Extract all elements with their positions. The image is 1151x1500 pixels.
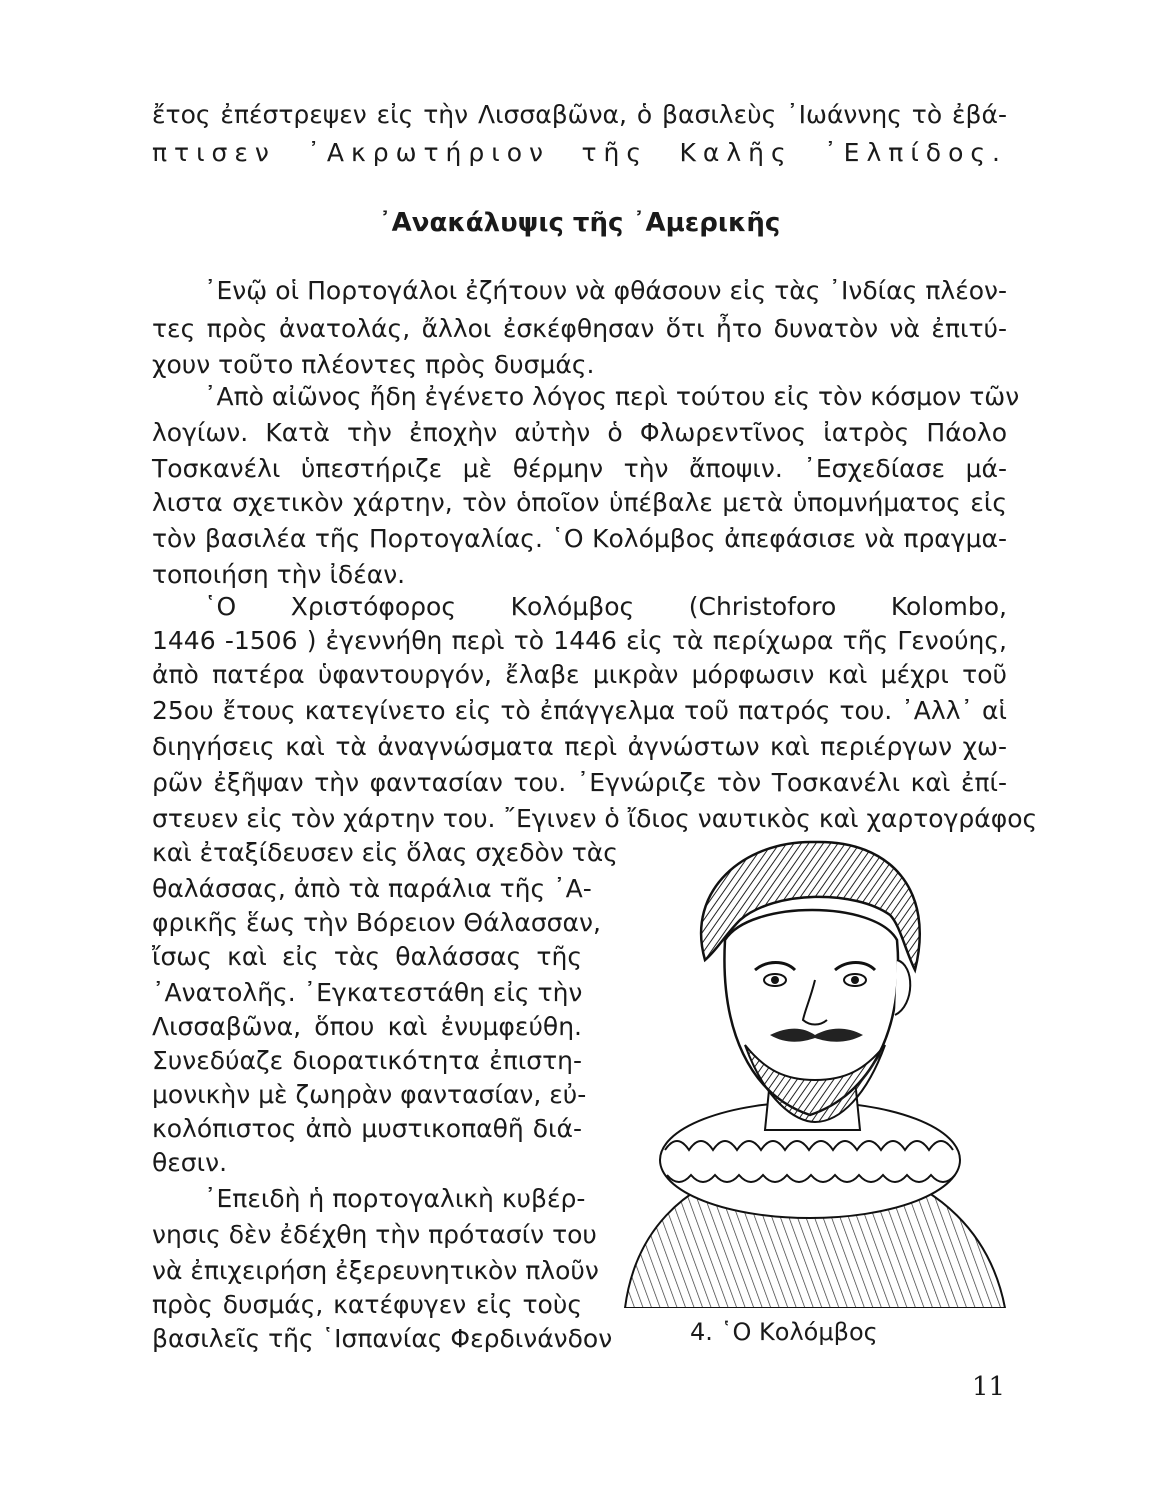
text-line: ᾿Επειδὴ ἡ πορτογαλικὴ κυβέρ- xyxy=(204,1184,586,1213)
text-line: λογίων. Κατὰ τὴν ἐποχὴν αὐτὴν ὁ Φλωρεντῖνος ἰατρὸς Πάολο xyxy=(152,418,1007,447)
text-line: Τοσκανέλι ὑπεστήριζε μὲ θέρμην τὴν ἄποψιν. ᾿Εσχεδίασε μά- xyxy=(152,454,1007,483)
text-line: Λισσαβῶνα, ὅπου καὶ ἐνυμφεύθη. xyxy=(152,1012,582,1041)
text-line: τες πρὸς ἀνατολάς, ἄλλοι ἐσκέφθησαν ὅτι ἦτο δυνατὸν νὰ ἐπιτύ- xyxy=(152,314,1007,343)
text-line: λιστα σχετικὸν χάρτην, τὸν ὁποῖον ὑπέβαλε μετὰ ὑπομνήματος εἰς xyxy=(152,488,1007,517)
figure-caption: 4. ῾Ο Κολόμβος xyxy=(690,1318,878,1346)
text-line: ῾Ο Χριστόφορος Κολόμβος (Christoforo Kolombo, xyxy=(204,592,1007,621)
text-line: ᾿Ανατολῆς. ᾿Εγκατεστάθη εἰς τὴν xyxy=(152,978,583,1007)
text-line: βασιλεῖς τῆς ῾Ισπανίας Φερδινάνδον xyxy=(152,1324,613,1353)
text-line: τοποιήση τὴν ἰδέαν. xyxy=(152,560,406,589)
page-number: 11 xyxy=(972,1372,1006,1402)
text-line: θαλάσσας, ἀπὸ τὰ παράλια τῆς ᾿Α- xyxy=(152,874,592,903)
text-line: τὸν βασιλέα τῆς Πορτογαλίας. ῾Ο Κολόμβος ἀπεφάσισε νὰ πραγμα- xyxy=(152,524,1007,553)
text-line: ἔτος ἐπέστρεψεν εἰς τὴν Λισσαβῶνα, ὁ βασιλεὺς ᾿Ιωάννης τὸ ἐβά- xyxy=(152,100,1007,129)
text-line: κολόπιστος ἀπὸ μυστικοπαθῆ διά- xyxy=(152,1114,582,1143)
text-line: χουν τοῦτο πλέοντες πρὸς δυσμάς. xyxy=(152,350,595,379)
text-line: διηγήσεις καὶ τὰ ἀναγνώσματα περὶ ἀγνώστων καὶ περιέργων χω- xyxy=(152,732,1007,761)
text-line: φρικῆς ἕως τὴν Βόρειον Θάλασσαν, xyxy=(152,908,601,937)
text-line: ρῶν ἐξῆψαν τὴν φαντασίαν του. ᾿Εγνώριζε τὸν Τοσκανέλι καὶ ἐπί- xyxy=(152,768,1007,797)
text-line: καὶ ἐταξίδευσεν εἰς ὅλας σχεδὸν τὰς xyxy=(152,838,618,867)
text-line: νησις δὲν ἐδέχθη τὴν πρότασίν του xyxy=(152,1220,597,1249)
text-line: Συνεδύαζε διορατικότητα ἐπιστη- xyxy=(152,1046,582,1075)
text-line: θεσιν. xyxy=(152,1148,228,1177)
columbus-portrait-image xyxy=(605,830,1010,1308)
section-heading: ᾿Ανακάλυψις τῆς ᾿Αμερικῆς xyxy=(378,208,781,238)
text-line: πτισεν ᾿Ακρωτήριον τῆς Καλῆς ᾿Ελπίδος. xyxy=(152,138,1007,167)
text-line: πρὸς δυσμάς, κατέφυγεν εἰς τοὺς xyxy=(152,1290,582,1319)
text-line: ἴσως καὶ εἰς τὰς θαλάσσας τῆς xyxy=(152,942,582,971)
text-line: ᾿Ενῷ οἱ Πορτογάλοι ἐζήτουν νὰ φθάσουν εἰς τὰς ᾿Ινδίας πλέον- xyxy=(204,276,1007,305)
text-line: ἀπὸ πατέρα ὑφαντουργόν, ἔλαβε μικρὰν μόρφωσιν καὶ μέχρι τοῦ xyxy=(152,660,1007,689)
text-line: στευεν εἰς τὸν χάρτην του. ῎Εγινεν ὁ ἴδιος ναυτικὸς καὶ χαρτογράφος xyxy=(152,804,1038,833)
text-line: ᾿Απὸ αἰῶνος ἤδη ἐγένετο λόγος περὶ τούτου εἰς τὸν κόσμον τῶν xyxy=(204,382,1020,411)
text-line: νὰ ἐπιχειρήση ἐξερευνητικὸν πλοῦν xyxy=(152,1256,599,1285)
text-line: 1446 -1506 ) ἐγεννήθη περὶ τὸ 1446 εἰς τὰ περίχωρα τῆς Γενούης, xyxy=(152,626,1007,655)
text-line: 25ου ἔτους κατεγίνετο εἰς τὸ ἐπάγγελμα τοῦ πατρός του. ᾿Αλλ᾿ αἱ xyxy=(152,696,1007,725)
text-line: μονικὴν μὲ ζωηρὰν φαντασίαν, εὐ- xyxy=(152,1080,587,1109)
